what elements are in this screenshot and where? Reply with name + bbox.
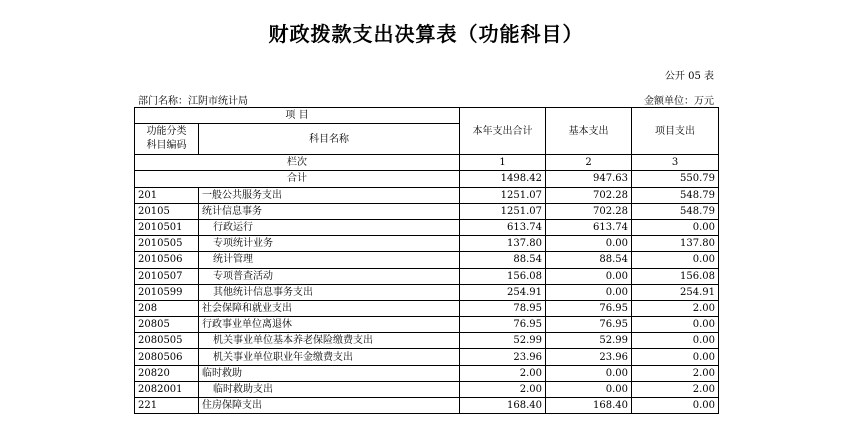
header-project: 项目支出 (632, 108, 719, 155)
table-row (135, 398, 719, 414)
total-basic: 947.63 (546, 171, 632, 187)
amount-unit: 金额单位：万元 (644, 96, 714, 107)
row-code: 20820 (135, 365, 199, 381)
table-row (135, 300, 719, 316)
header-basic: 基本支出 (546, 108, 632, 155)
row-basic: 23.96 (546, 349, 632, 365)
column-index-row (135, 155, 719, 171)
row-code: 20105 (135, 203, 199, 219)
row-total: 2.00 (460, 381, 546, 397)
table-row (135, 317, 719, 333)
total-amount: 1498.42 (460, 171, 546, 187)
row-project: 548.79 (632, 203, 719, 219)
table-row (135, 187, 719, 203)
row-project: 548.79 (632, 187, 719, 203)
table-row (135, 219, 719, 235)
row-total: 2.00 (460, 365, 546, 381)
row-subject-name: 住房保障支出 (199, 398, 460, 414)
table-row (135, 284, 719, 300)
row-project: 254.91 (632, 284, 719, 300)
header-subject-name: 科目名称 (199, 124, 460, 155)
row-subject-name: 行政运行 (199, 219, 460, 235)
row-basic: 613.74 (546, 219, 632, 235)
row-subject-name: 统计管理 (199, 252, 460, 268)
row-code: 20805 (135, 317, 199, 333)
column-index-1: 1 (460, 155, 546, 171)
row-subject-name: 社会保障和就业支出 (199, 300, 460, 316)
row-basic: 88.54 (546, 252, 632, 268)
total-project: 550.79 (632, 171, 719, 187)
table-row (135, 268, 719, 284)
row-project: 0.00 (632, 349, 719, 365)
row-project: 156.08 (632, 268, 719, 284)
row-total: 137.80 (460, 236, 546, 252)
row-basic: 168.40 (546, 398, 632, 414)
row-code: 2082001 (135, 381, 199, 397)
row-code: 208 (135, 300, 199, 316)
header-code-line2: 科目编码 (146, 140, 187, 152)
row-subject-name: 临时救助支出 (199, 381, 460, 397)
row-code: 2010505 (135, 236, 199, 252)
row-basic: 702.28 (546, 203, 632, 219)
row-project: 0.00 (632, 333, 719, 349)
header-code (135, 124, 199, 155)
table-row (135, 236, 719, 252)
row-subject-name: 统计信息事务 (199, 203, 460, 219)
total-row (135, 171, 719, 187)
row-code: 221 (135, 398, 199, 414)
table-row (135, 365, 719, 381)
form-number: 公开 05 表 (664, 71, 714, 82)
row-subject-name: 专项普查活动 (199, 268, 460, 284)
row-subject-name: 机关事业单位职业年金缴费支出 (199, 349, 460, 365)
row-basic: 76.95 (546, 300, 632, 316)
row-basic: 0.00 (546, 381, 632, 397)
report-title: 财政拨款支出决算表（功能科目） (268, 22, 584, 46)
header-project-group: 项 目 (135, 108, 460, 124)
row-code: 2080505 (135, 333, 199, 349)
column-index-label: 栏次 (135, 155, 460, 171)
row-subject-name: 行政事业单位离退休 (199, 317, 460, 333)
row-code: 2080506 (135, 349, 199, 365)
table-row (135, 333, 719, 349)
row-project: 0.00 (632, 317, 719, 333)
row-project: 0.00 (632, 252, 719, 268)
row-basic: 76.95 (546, 317, 632, 333)
row-code: 2010506 (135, 252, 199, 268)
header-total: 本年支出合计 (460, 108, 546, 155)
row-total: 76.95 (460, 317, 546, 333)
row-basic: 0.00 (546, 284, 632, 300)
row-project: 2.00 (632, 300, 719, 316)
row-code: 2010599 (135, 284, 199, 300)
row-total: 613.74 (460, 219, 546, 235)
header-row-1 (135, 108, 719, 124)
row-total: 156.08 (460, 268, 546, 284)
row-basic: 52.99 (546, 333, 632, 349)
row-total: 1251.07 (460, 187, 546, 203)
table-row (135, 381, 719, 397)
row-project: 137.80 (632, 236, 719, 252)
row-basic: 702.28 (546, 187, 632, 203)
row-subject-name: 机关事业单位基本养老保险缴费支出 (199, 333, 460, 349)
row-basic: 0.00 (546, 268, 632, 284)
table-row (135, 252, 719, 268)
table-row (135, 349, 719, 365)
column-index-3: 3 (632, 155, 719, 171)
row-total: 1251.07 (460, 203, 546, 219)
row-total: 23.96 (460, 349, 546, 365)
row-total: 88.54 (460, 252, 546, 268)
row-project: 2.00 (632, 365, 719, 381)
row-subject-name: 专项统计业务 (199, 236, 460, 252)
table-row (135, 203, 719, 219)
row-project: 0.00 (632, 219, 719, 235)
row-code: 2010507 (135, 268, 199, 284)
row-total: 254.91 (460, 284, 546, 300)
row-basic: 0.00 (546, 236, 632, 252)
header-code-line1: 功能分类 (146, 126, 187, 138)
total-label: 合计 (135, 171, 460, 187)
department-name: 部门名称：江阴市统计局 (138, 96, 248, 107)
row-total: 168.40 (460, 398, 546, 414)
row-subject-name: 其他统计信息事务支出 (199, 284, 460, 300)
row-basic: 0.00 (546, 365, 632, 381)
row-total: 52.99 (460, 333, 546, 349)
row-total: 78.95 (460, 300, 546, 316)
row-code: 2010501 (135, 219, 199, 235)
row-project: 0.00 (632, 398, 719, 414)
expenditure-table (134, 107, 719, 414)
row-subject-name: 临时救助 (199, 365, 460, 381)
row-project: 2.00 (632, 381, 719, 397)
row-code: 201 (135, 187, 199, 203)
row-subject-name: 一般公共服务支出 (199, 187, 460, 203)
column-index-2: 2 (546, 155, 632, 171)
